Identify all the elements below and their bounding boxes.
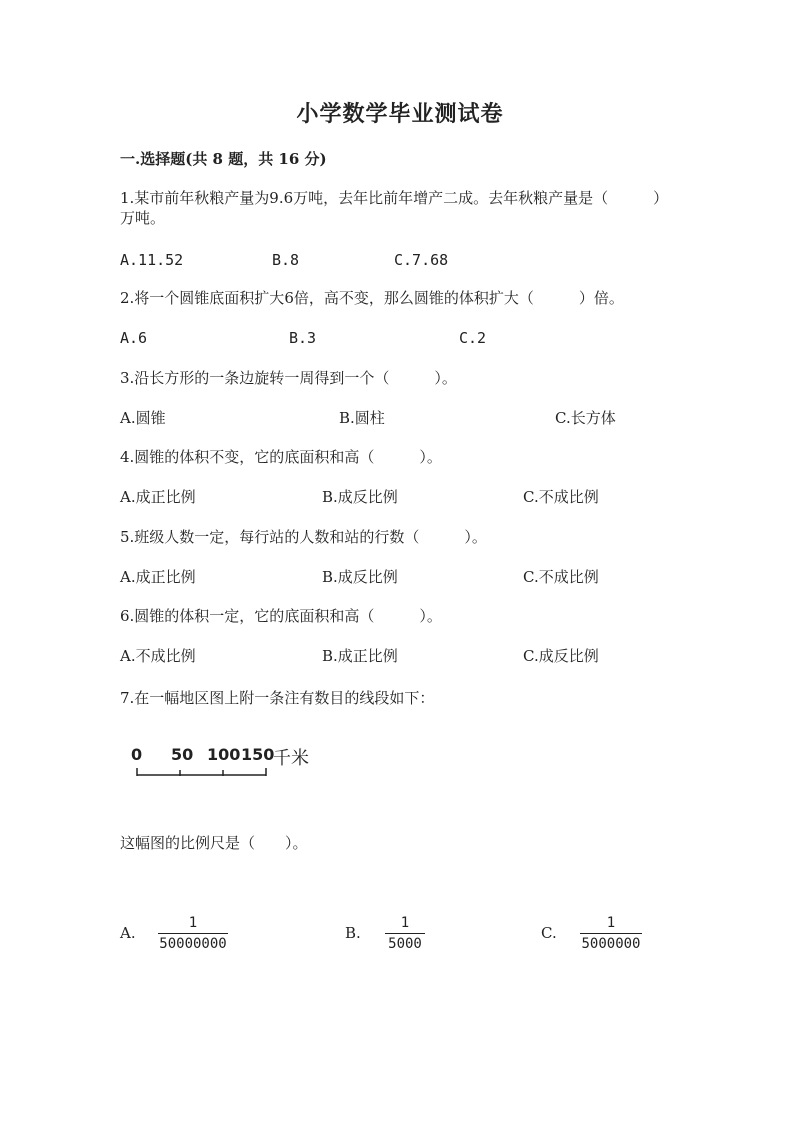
question-7-followup: 这幅图的比例尺是（ ）。: [120, 834, 308, 852]
q7-option-a-fraction[interactable]: [158, 915, 228, 952]
scale-tick-label: 50: [171, 745, 194, 764]
fraction-bar: [385, 933, 425, 934]
q4-option-a[interactable]: A.成正比例: [120, 488, 196, 506]
q7-option-c-fraction[interactable]: [580, 915, 642, 952]
scale-line: [130, 740, 270, 785]
denominator: 5000000: [581, 936, 641, 952]
numerator: 1: [188, 915, 198, 931]
fraction-bar: [158, 933, 228, 934]
q6-option-c[interactable]: C.成反比例: [523, 647, 599, 665]
scale-tick-label: 150: [241, 745, 275, 764]
numerator: 1: [400, 915, 410, 931]
numerator: 1: [606, 915, 616, 931]
q2-option-c[interactable]: C.2: [459, 329, 487, 347]
scale-unit: 千米: [273, 748, 309, 769]
q3-option-c[interactable]: C.长方体: [555, 409, 616, 427]
q1-option-b[interactable]: B.8: [272, 251, 300, 269]
question-5: 5.班级人数一定，每行站的人数和站的行数（ ）。: [120, 528, 487, 546]
page-title: 小学数学毕业测试卷: [296, 101, 504, 127]
q2-option-b[interactable]: B.3: [289, 329, 317, 347]
question-7: 7.在一幅地区图上附一条注有数目的线段如下：: [120, 689, 435, 707]
question-4: 4.圆锥的体积不变，它的底面积和高（ ）。: [120, 448, 442, 466]
q7-option-c-letter[interactable]: C.: [541, 924, 557, 942]
scale-tick-label: 100: [207, 745, 241, 764]
question-1: 1.某市前年秋粮产量为9.6万吨，去年比前年增产二成。去年秋粮产量是（ ）万吨。: [120, 189, 669, 227]
scale-tick-label: 0: [131, 745, 143, 764]
question-3: 3.沿长方形的一条边旋转一周得到一个（ ）。: [120, 369, 457, 387]
q6-option-b[interactable]: B.成正比例: [322, 647, 398, 665]
q5-option-c[interactable]: C.不成比例: [523, 568, 599, 586]
question-2: 2.将一个圆锥底面积扩大6倍，高不变，那么圆锥的体积扩大（ ）倍。: [120, 289, 624, 307]
q2-option-a[interactable]: A.6: [120, 329, 148, 347]
q1-option-c[interactable]: C.7.68: [394, 251, 449, 269]
q1-option-a[interactable]: A.11.52: [120, 251, 184, 269]
scale-bar: [130, 740, 330, 785]
question-6: 6.圆锥的体积一定，它的底面积和高（ ）。: [120, 607, 442, 625]
denominator: 50000000: [159, 936, 227, 952]
q3-option-b[interactable]: B.圆柱: [339, 409, 385, 427]
section-heading: 一.选择题(共 8 题，共 16 分): [120, 150, 327, 168]
fraction-bar: [580, 933, 642, 934]
q7-option-b-letter[interactable]: B.: [345, 924, 361, 942]
denominator: 5000: [388, 936, 422, 952]
q7-option-b-fraction[interactable]: [385, 915, 425, 952]
q5-option-a[interactable]: A.成正比例: [120, 568, 196, 586]
q4-option-b[interactable]: B.成反比例: [322, 488, 398, 506]
q4-option-c[interactable]: C.不成比例: [523, 488, 599, 506]
q6-option-a[interactable]: A.不成比例: [120, 647, 196, 665]
q5-option-b[interactable]: B.成反比例: [322, 568, 398, 586]
q7-option-a-letter[interactable]: A.: [120, 924, 136, 942]
q3-option-a[interactable]: A.圆锥: [120, 409, 166, 427]
